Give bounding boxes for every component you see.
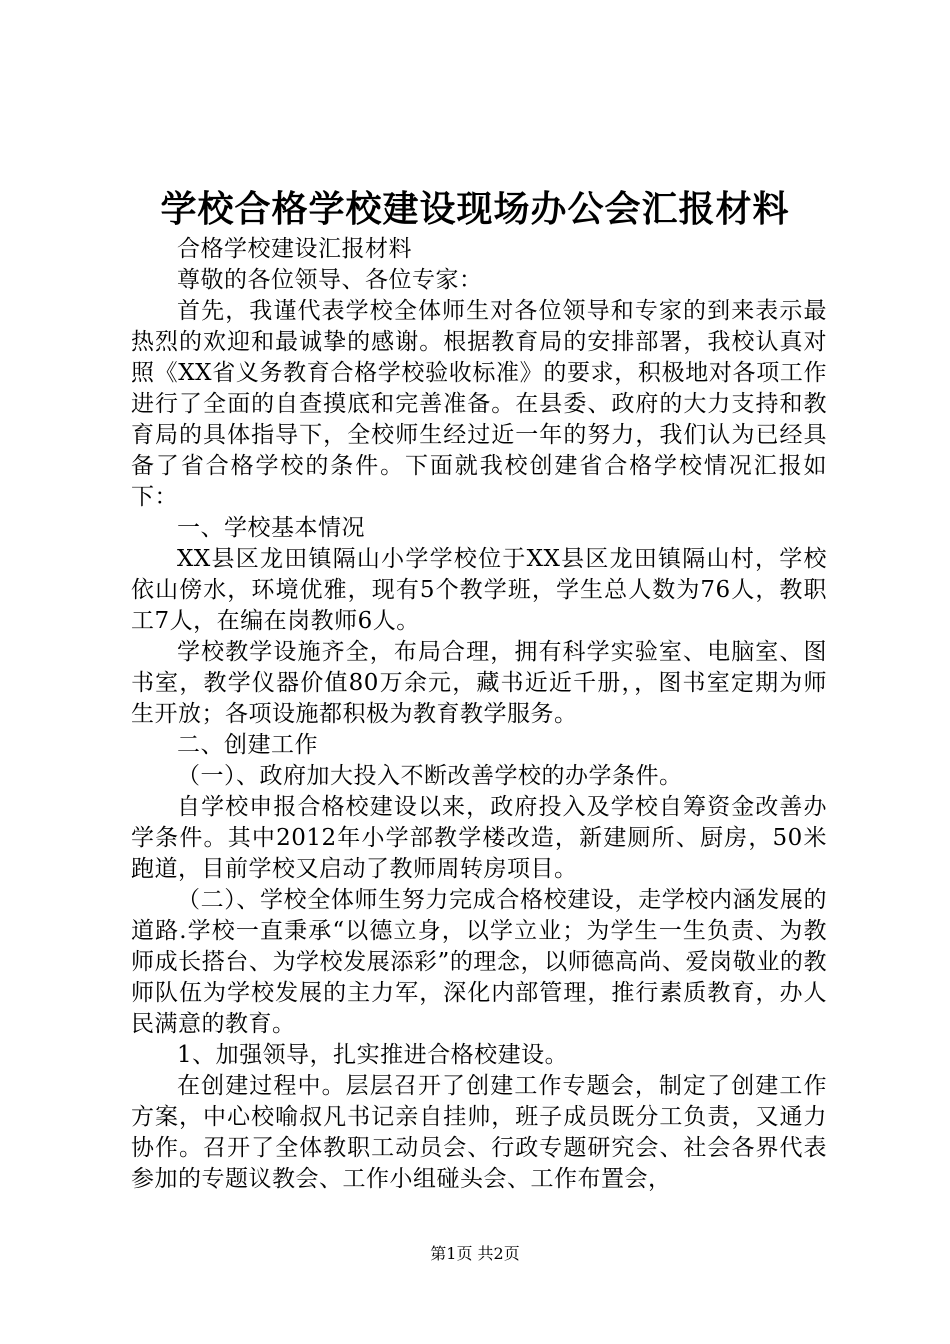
paragraph-intro: 首先，我谨代表学校全体师生对各位领导和专家的到来表示最热烈的欢迎和最诚挚的感谢。根据教育局的安排部署，我校认真对照《XX省义务教育合格学校验收标准》的要求，积极地对各项工作进行了全面的自查摸底和完善准备。在县委、政府的大力支持和教育局的具体指导下，全校师生经过近一年的努力，我们认为已经具备了省合格学校的条件。下面就我校创建省合格学校情况汇报如下：: [131, 298, 827, 510]
section-heading-creation-work: 二、创建工作: [177, 732, 318, 758]
paragraph-subtitle: 合格学校建设汇报材料: [177, 236, 412, 262]
paragraph-school-location: XX县区龙田镇隔山小学学校位于XX县区龙田镇隔山村，学校依山傍水，环境优雅，现有5个教学班，学生总人数为76人，教职工7人，在编在岗教师6人。: [131, 546, 827, 634]
paragraph-creation-process: 在创建过程中。层层召开了创建工作专题会，制定了创建工作方案，中心校喻叔凡书记亲自挂帅，班子成员既分工负责，又通力协作。召开了全体教职工动员会、行政专题研究会、社会各界代表参加的专题议教会、工作小组碰头会、工作布置会，: [131, 1073, 827, 1192]
paragraph-salutation: 尊敬的各位领导、各位专家：: [177, 267, 483, 293]
item-heading-leadership: 1、加强领导，扎实推进合格校建设。: [177, 1042, 569, 1068]
page-number-footer: 第1页 共2页: [430, 1244, 520, 1263]
paragraph-investment-details: 自学校申报合格校建设以来，政府投入及学校自筹资金改善办学条件。其中2012年小学部教学楼改造，新建厕所、厨房，50米跑道，目前学校又启动了教师周转房项目。: [131, 794, 827, 882]
subsection-heading-government-investment: （一）、政府加大投入不断改善学校的办学条件。: [177, 763, 683, 789]
subsection-heading-school-efforts: （二）、学校全体师生努力完成合格校建设，走学校内涵发展的道路.学校一直秉承“以德立身，以学立业；为学生一生负责、为教师成长搭台、为学校发展添彩”的理念，以师德高尚、爱岗敬业的教师队伍为学校发展的主力军，深化内部管理，推行素质教育，办人民满意的教育。: [131, 887, 827, 1037]
document-title: 学校合格学校建设现场办公会汇报材料: [160, 188, 790, 230]
document-body: [131, 234, 827, 1195]
section-heading-basic-info: 一、学校基本情况: [177, 515, 365, 541]
paragraph-facilities: 学校教学设施齐全，布局合理，拥有科学实验室、电脑室、图书室，教学仪器价值80万余元，藏书近近千册，，图书室定期为师生开放；各项设施都积极为教育教学服务。: [131, 639, 827, 727]
